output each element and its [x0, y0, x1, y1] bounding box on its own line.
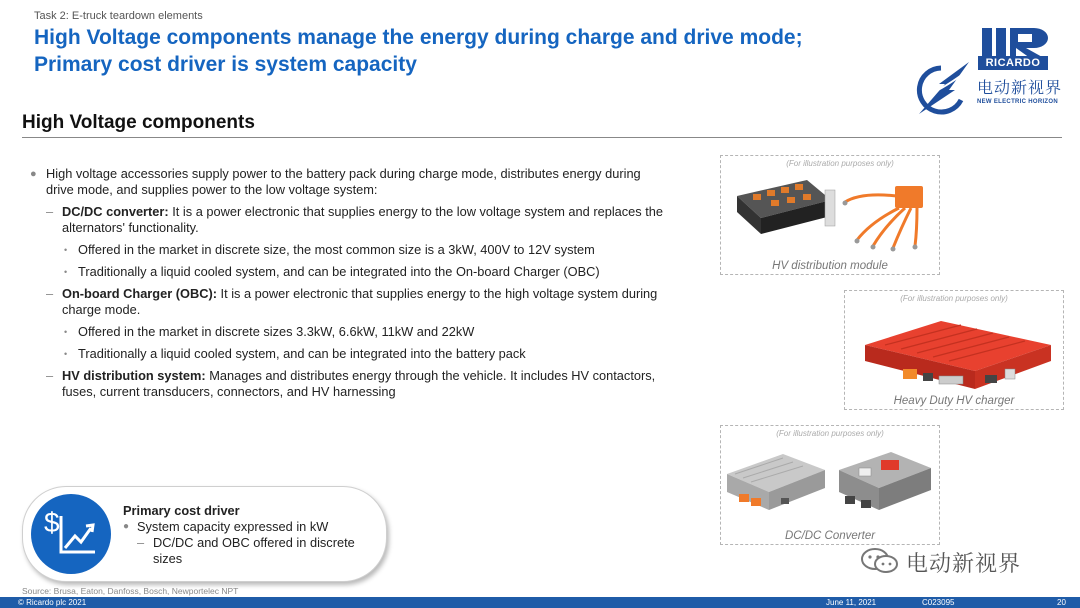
callout-sub-item	[123, 535, 378, 567]
electric-horizon-logo-icon	[911, 60, 973, 116]
bullet-obc	[30, 286, 670, 318]
page-title	[34, 24, 894, 78]
dollar-growth-icon	[31, 494, 111, 574]
panel-dcdc-converter	[720, 425, 940, 545]
bullet-hv-distribution	[30, 368, 670, 400]
partner-name-cn: 电动新视界	[977, 80, 1063, 97]
footer-doc-id: C023095	[922, 598, 955, 607]
panel-caption: Heavy Duty HV charger	[893, 395, 1015, 407]
bullet-intro-text: High voltage accessories supply power to the battery pack during charge mode, distributes energy during drive mode, and supplies power to the low voltage system:	[46, 166, 641, 197]
panel-caption: DC/DC Converter	[784, 530, 876, 542]
footer-copyright: © Ricardo plc 2021	[18, 598, 87, 607]
dcdc-sub-2-text: Traditionally a liquid cooled system, and can be integrated into the On-board Charger (OBC)	[78, 264, 600, 279]
dcdc-key: DC/DC converter:	[62, 204, 169, 219]
callout-item	[123, 519, 378, 535]
wechat-icon	[860, 546, 900, 576]
dot-marker: •	[64, 327, 68, 337]
section-title: High Voltage components	[22, 112, 255, 133]
hvd-text: Manages and distributes energy through the vehicle. It includes HV contactors, fuses, current transducers, connectors, and HV harnessing	[62, 368, 656, 399]
callout-item-text: System capacity expressed in kW	[137, 519, 329, 534]
dash-marker: –	[137, 535, 145, 550]
bullet-obc-sub-2	[30, 346, 670, 362]
callout-sub-text: DC/DC and OBC offered in discrete sizes	[153, 535, 355, 566]
hvd-key: HV distribution system:	[62, 368, 206, 383]
title-line-2: Primary cost driver is system capacity	[34, 53, 417, 76]
bullet-marker: ●	[123, 521, 130, 532]
panel-hv-charger	[844, 290, 1064, 410]
watermark-text: 电动新视界	[906, 551, 1022, 576]
task-label: Task 2: E-truck teardown elements	[34, 10, 203, 22]
brand-logos	[905, 26, 1073, 116]
footer-bar	[0, 597, 1080, 608]
dash-marker: –	[46, 286, 54, 301]
panel-hv-distribution	[720, 155, 940, 275]
dash-marker: –	[46, 368, 54, 383]
footer-date: June 11, 2021	[826, 598, 877, 607]
section-divider	[22, 137, 1062, 138]
dollar-growth-glyph	[31, 494, 111, 574]
bullet-dcdc	[30, 204, 670, 236]
dot-marker: •	[64, 349, 68, 359]
bullet-dcdc-sub-1	[30, 242, 670, 258]
panel-note: (For illustration purposes only)	[786, 159, 894, 168]
callout-text	[123, 503, 378, 567]
dash-marker: –	[46, 204, 54, 219]
obc-sub-1-text: Offered in the market in discrete sizes 3.3kW, 6.6kW, 11kW and 22kW	[78, 324, 475, 339]
bullet-list	[30, 166, 670, 400]
dcdc-converter-image	[721, 440, 939, 528]
obc-key: On-board Charger (OBC):	[62, 286, 217, 301]
obc-sub-2-text: Traditionally a liquid cooled system, and can be integrated into the battery pack	[78, 346, 526, 361]
panel-caption: HV distribution module	[772, 260, 888, 272]
title-line-1: High Voltage components manage the energy during charge and drive mode;	[34, 26, 803, 49]
hd-hv-charger-image	[845, 305, 1063, 393]
obc-text: It is a power electronic that supplies energy to the high voltage system during charge mode.	[62, 286, 658, 317]
hv-distribution-module-image	[721, 170, 939, 258]
dcdc-text: It is a power electronic that supplies energy to the low voltage system and replaces the alternators' functionality.	[62, 204, 664, 235]
panel-note: (For illustration purposes only)	[900, 294, 1008, 303]
dcdc-sub-1-text: Offered in the market in discrete size, the most common size is a 3kW, 400V to 12V system	[78, 242, 595, 257]
bullet-intro	[30, 166, 670, 198]
page-number: 20	[1057, 598, 1066, 607]
partner-name-en: NEW ELECTRIC HORIZON	[977, 99, 1058, 105]
bullet-dcdc-sub-2	[30, 264, 670, 280]
panel-note: (For illustration purposes only)	[776, 429, 884, 438]
cost-driver-callout	[22, 486, 387, 582]
ricardo-wordmark: RICARDO	[978, 56, 1048, 70]
bullet-obc-sub-1	[30, 324, 670, 340]
svg-text:$: $	[44, 507, 60, 538]
dot-marker: •	[64, 245, 68, 255]
bullet-marker: ●	[30, 168, 37, 180]
source-note: Source: Brusa, Eaton, Danfoss, Bosch, Newportelec NPT	[22, 586, 239, 596]
callout-title: Primary cost driver	[123, 503, 240, 518]
dot-marker: •	[64, 267, 68, 277]
watermark	[860, 544, 1050, 578]
